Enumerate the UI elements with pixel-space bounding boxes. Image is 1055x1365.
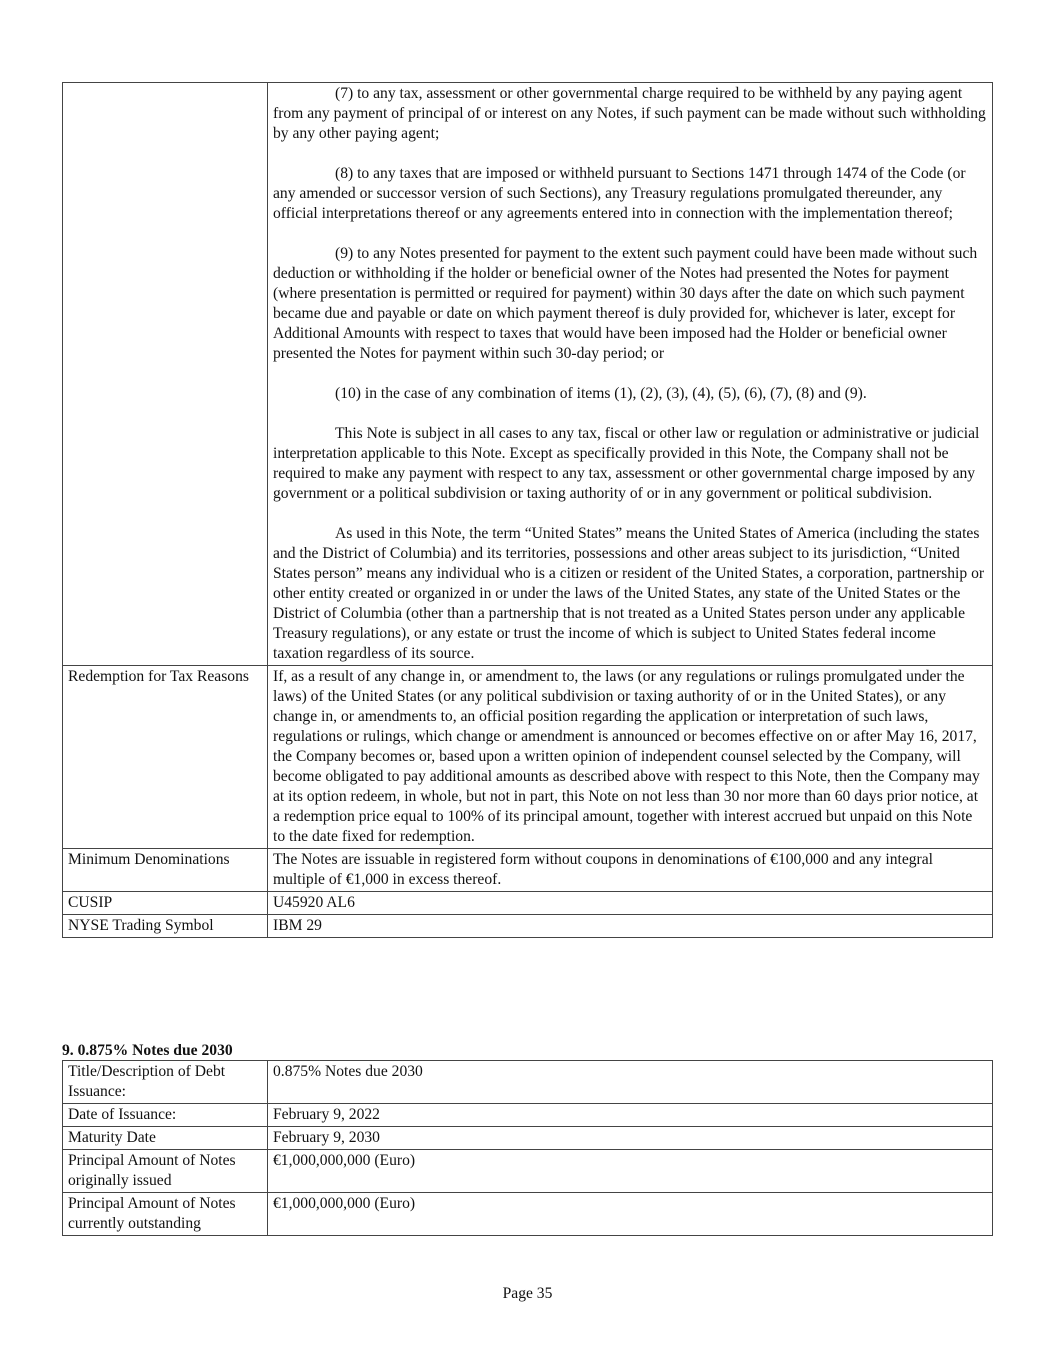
- paragraph-item-8: (8) to any taxes that are imposed or withheld pursuant to Sections 1471 through 1474 of the Code (or any amended or successor version of such Sections), any Treasury regulations promulgated thereunder, any official interpretations thereof or any agreements entered into in connection with the implementation thereof;: [273, 165, 966, 222]
- table-row: [63, 83, 993, 666]
- table-row: [63, 666, 993, 849]
- table-row: [63, 1150, 993, 1193]
- paragraph-united-states-definition: As used in this Note, the term “United States” means the United States of America (including the states and the District of Columbia) and its territories, possessions and other areas subject to its jurisdiction, “United States person” means any individual who is a citizen or resident of the United States, a corporation, partnership or other entity created or organized in or under the laws of the United States, any state of the United States or the District of Columbia (other than a partnership that is not treated as a United States person under any applicable Treasury regulations), or any estate or trust the income of which is subject to United States federal income taxation regardless of its source.: [273, 525, 985, 662]
- row-label: Date of Issuance:: [63, 1104, 268, 1127]
- row-label: Minimum Denominations: [63, 849, 268, 892]
- row-label: Maturity Date: [63, 1127, 268, 1150]
- paragraph-item-9: (9) to any Notes presented for payment to the extent such payment could have been made without such deduction or withholding if the holder or beneficial owner of the Notes had presented the Notes for payment (where presentation is permitted or required for payment) within 30 days after the date on which such payment became due and payable or date on which payment thereof is duly provided for, whichever is later, except for Additional Amounts with respect to taxes that would have been imposed had the Holder or beneficial owner presented the Notes for payment within such 30-day period; or: [273, 245, 978, 362]
- row-value: February 9, 2022: [268, 1104, 993, 1127]
- table-row: [63, 1104, 993, 1127]
- row-value: IBM 29: [268, 915, 993, 938]
- notes-2030-table: [62, 1060, 993, 1236]
- row-value: If, as a result of any change in, or amendment to, the laws (or any regulations or rulings promulgated under the laws) of the United States (or any political subdivision or taxing authority of or in the United States), or any change in, or amendments to, an official position regarding the application or interpretation of such laws, regulations or rulings, which change or amendment is announced or becomes effective on or after May 16, 2017, the Company becomes or, based upon a written opinion of independent counsel selected by the Company, will become obligated to pay additional amounts as described above with respect to this Note, then the Company may at its option redeem, in whole, but not in part, this Note on not less than 30 nor more than 60 days prior notice, at a redemption price equal to 100% of its principal amount, together with interest accrued but unpaid on this Note to the date fixed for redemption.: [268, 666, 993, 849]
- paragraph-tax-law: This Note is subject in all cases to any tax, fiscal or other law or regulation or administrative or judicial interpretation applicable to this Note. Except as specifically provided in this Note, the Company shall not be required to make any payment with respect to any tax, assessment or other governmental charge imposed by any government or a political subdivision or taxing authority of or in any government or political subdivision.: [273, 425, 980, 502]
- row-label: Principal Amount of Notes originally issued: [63, 1150, 268, 1193]
- table-row: [63, 1127, 993, 1150]
- table-row: [63, 892, 993, 915]
- table-row: [63, 849, 993, 892]
- value-cell: [268, 83, 993, 666]
- row-value: €1,000,000,000 (Euro): [268, 1150, 993, 1193]
- table-row: [63, 915, 993, 938]
- row-value: €1,000,000,000 (Euro): [268, 1193, 993, 1236]
- row-value: U45920 AL6: [268, 892, 993, 915]
- row-label: Title/Description of Debt Issuance:: [63, 1061, 268, 1104]
- row-label: Principal Amount of Notes currently outstanding: [63, 1193, 268, 1236]
- notes-terms-table: [62, 82, 993, 938]
- row-label: Redemption for Tax Reasons: [63, 666, 268, 849]
- row-label: CUSIP: [63, 892, 268, 915]
- page-number: Page 35: [502, 1285, 553, 1302]
- table-row: [63, 1061, 993, 1104]
- label-cell-empty: [63, 83, 268, 666]
- row-value: February 9, 2030: [268, 1127, 993, 1150]
- section-heading: 9. 0.875% Notes due 2030: [62, 1042, 233, 1059]
- row-value: The Notes are issuable in registered form without coupons in denominations of €100,000 and any integral multiple of €1,000 in excess thereof.: [268, 849, 993, 892]
- table-row: [63, 1193, 993, 1236]
- row-value: 0.875% Notes due 2030: [268, 1061, 993, 1104]
- row-label: NYSE Trading Symbol: [63, 915, 268, 938]
- paragraph-item-7: (7) to any tax, assessment or other governmental charge required to be withheld by any paying agent from any payment of principal of or interest on any Notes, if such payment can be made without such withholding by any other paying agent;: [273, 85, 986, 142]
- paragraph-item-10: (10) in the case of any combination of items (1), (2), (3), (4), (5), (6), (7), (8) and (9).: [335, 385, 867, 402]
